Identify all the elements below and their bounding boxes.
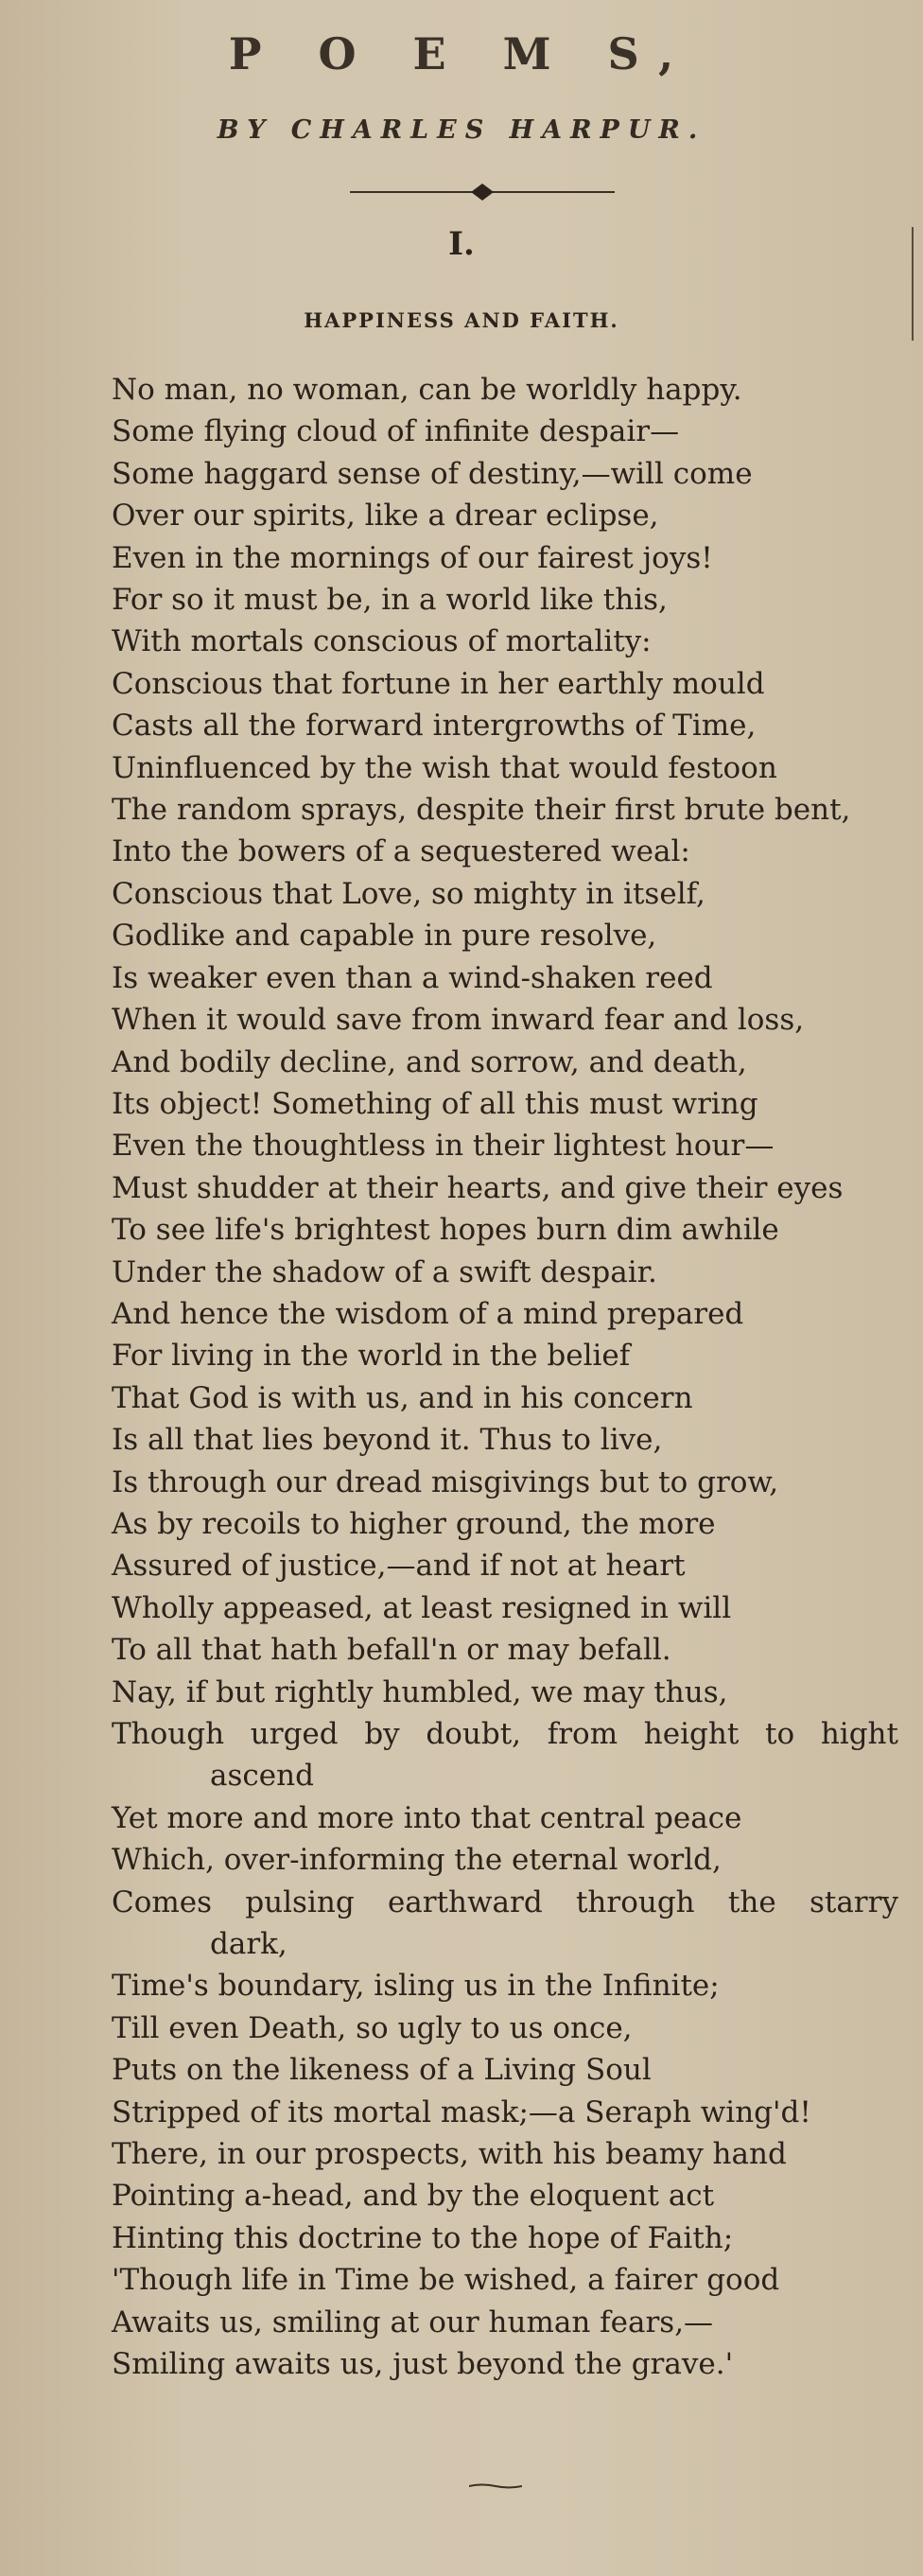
poem-line: Stripped of its mortal mask;—a Seraph wing'd! <box>112 2094 811 2129</box>
poem-line: Some haggard sense of destiny,—will come <box>112 456 753 491</box>
poem-word: to <box>765 1717 795 1751</box>
ornament-divider-icon <box>350 178 615 206</box>
poem-line: Must shudder at their hearts, and give their eyes <box>112 1170 844 1205</box>
poem-line: Is all that lies beyond it. Thus to live, <box>112 1423 663 1458</box>
poem-line: Is weaker even than a wind-shaken reed <box>112 960 713 995</box>
poem-word: starry <box>809 1884 898 1919</box>
poem-line: And hence the wisdom of a mind prepared <box>112 1296 744 1331</box>
poem-line: Assured of justice,—and if not at heart <box>112 1549 686 1584</box>
poem-line: With mortals conscious of mortality: <box>112 624 652 659</box>
author-byline: BY CHARLES HARPUR. <box>217 115 706 145</box>
poem-word: pulsing <box>245 1884 355 1919</box>
poem-line: That God is with us, and in his concern <box>112 1380 693 1415</box>
poem-line: Yet more and more into that central peace <box>112 1800 742 1835</box>
poem-word: through <box>575 1884 695 1919</box>
poem-line: Which, over-informing the eternal world, <box>112 1843 722 1878</box>
poem-line: Its object! Something of all this must wring <box>112 1086 758 1121</box>
section-number: I. <box>448 225 475 263</box>
poem-line: Nay, if but rightly humbled, we may thus, <box>112 1674 728 1709</box>
poem-line: Wholly appeased, at least resigned in will <box>112 1590 732 1625</box>
poem-line-continuation: dark, <box>210 1927 287 1962</box>
poem-line: Hinting this doctrine to the hope of Faith; <box>112 2220 734 2255</box>
poem-line: Uninfluenced by the wish that would festoon <box>112 750 777 785</box>
poem-line: Godlike and capable in pure resolve, <box>112 919 657 954</box>
poem-line-continuation: ascend <box>210 1759 314 1794</box>
poem-word: doubt, <box>426 1717 522 1751</box>
poem-word: from <box>547 1717 618 1751</box>
poem-line: As by recoils to higher ground, the more <box>112 1506 716 1541</box>
poem-line <box>112 1882 898 1923</box>
poem-line: Pointing a-head, and by the eloquent act <box>112 2179 715 2214</box>
poem-line: Into the bowers of a sequestered weal: <box>112 834 690 869</box>
poem-line: To see life's brightest hopes burn dim awhile <box>112 1213 779 1248</box>
poem-word: urged <box>250 1717 339 1751</box>
poem-word: Though <box>112 1717 225 1751</box>
poem-line: No man, no woman, can be worldly happy. <box>112 373 742 407</box>
poem-line: For living in the world in the belief <box>112 1339 631 1374</box>
poem-line: To all that hath befall'n or may befall. <box>112 1633 671 1668</box>
poem-line: Casts all the forward intergrowths of Time, <box>112 709 757 744</box>
poem-body <box>112 369 906 2386</box>
poem-line: For so it must be, in a world like this, <box>112 583 668 618</box>
poem-line: Is through our dread misgivings but to grow, <box>112 1464 779 1499</box>
poem-line: There, in our prospects, with his beamy hand <box>112 2137 787 2172</box>
poem-line: Conscious that fortune in her earthly mould <box>112 666 765 701</box>
poem-line: And bodily decline, and sorrow, and death, <box>112 1044 747 1079</box>
poem-word: height <box>643 1717 740 1751</box>
poem-word: the <box>727 1884 776 1919</box>
poem-line: Over our spirits, like a drear eclipse, <box>112 499 659 534</box>
poem-line: Smiling awaits us, just beyond the grave.' <box>112 2347 734 2382</box>
poem-word: by <box>364 1717 400 1751</box>
poem-line: 'Though life in Time be wished, a fairer good <box>112 2263 780 2298</box>
poem-line: Conscious that Love, so mighty in itself, <box>112 876 705 911</box>
poem-word: hight <box>820 1717 898 1751</box>
end-ornament-icon <box>469 2483 522 2489</box>
poem-line: Puts on the likeness of a Living Soul <box>112 2053 652 2088</box>
poem-word: earthward <box>387 1884 543 1919</box>
page-title: P O E M S, <box>228 28 695 79</box>
poem-line: When it would save from inward fear and loss, <box>112 1003 805 1038</box>
poem-line: Some flying cloud of infinite despair— <box>112 414 680 449</box>
poem-line: Awaits us, smiling at our human fears,— <box>112 2304 714 2339</box>
poem-line: The random sprays, despite their first brute bent, <box>112 793 851 828</box>
poem-line: Time's boundary, isling us in the Infinite; <box>112 1969 720 2004</box>
poem-title: HAPPINESS AND FAITH. <box>304 308 619 332</box>
poem-line: Even in the mornings of our fairest joys! <box>112 540 713 575</box>
poem-line: Till even Death, so ugly to us once, <box>112 2010 633 2045</box>
poem-line: Under the shadow of a swift despair. <box>112 1254 657 1289</box>
poem-word: Comes <box>112 1884 213 1919</box>
poem-line: Even the thoughtless in their lightest hour— <box>112 1129 775 1164</box>
poem-line <box>112 1713 898 1755</box>
